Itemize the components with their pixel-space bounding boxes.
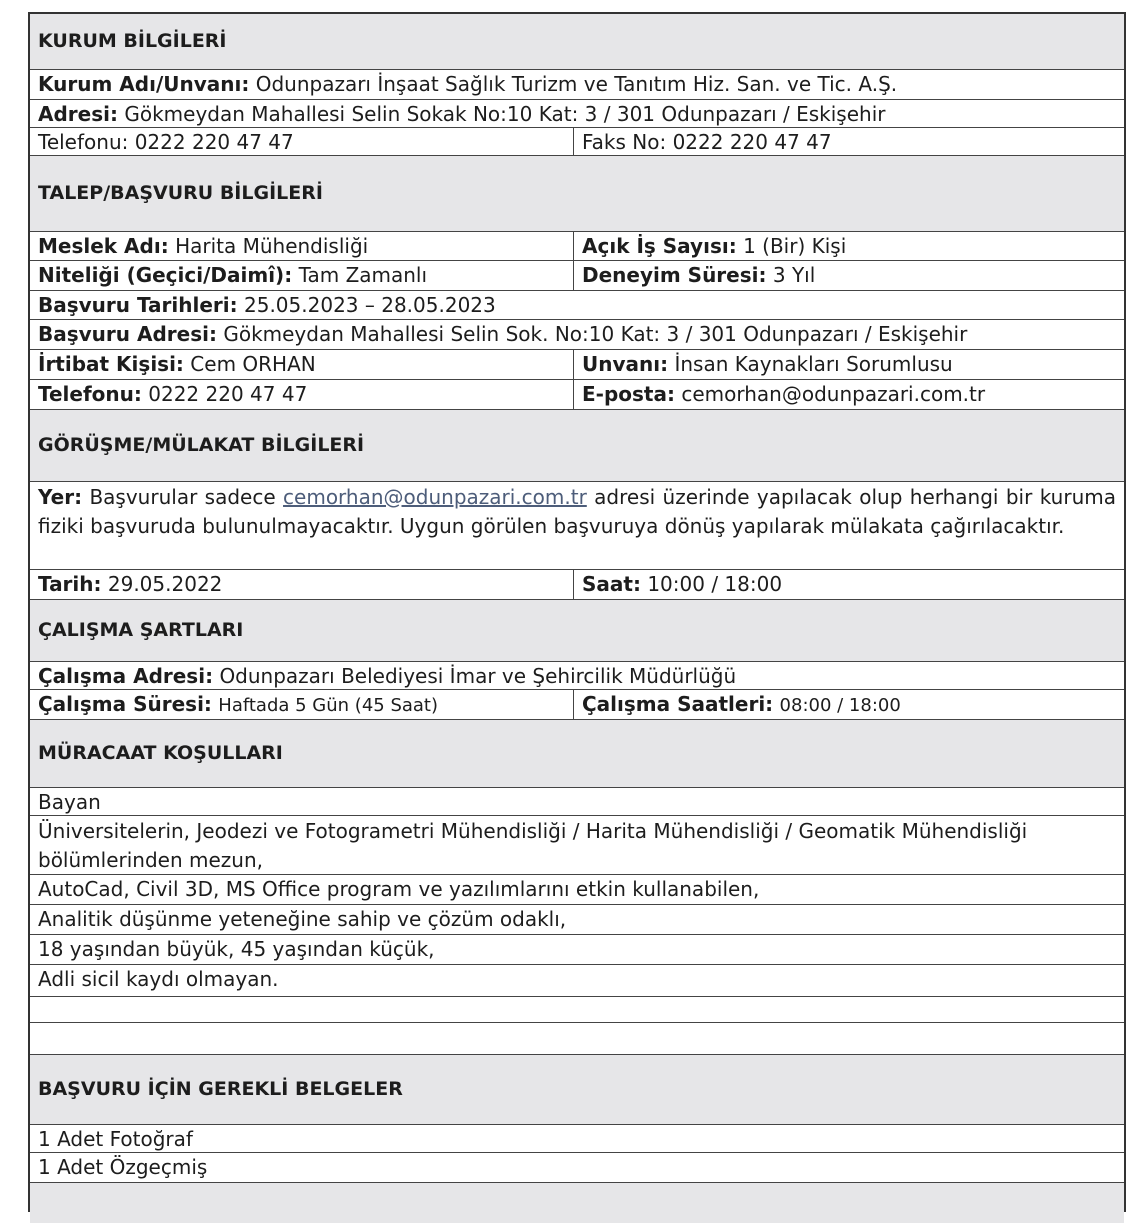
list-item: 18 yaşından büyük, 45 yaşından küçük, xyxy=(30,935,1124,965)
list-item: Üniversitelerin, Jeodezi ve Fotogrametri Mühendisliği / Harita Mühendisliği / Geomatik Mühendisliği bölümlerinden mezun, xyxy=(30,816,1124,875)
list-item: Bayan xyxy=(30,788,1124,816)
unvan-value: İnsan Kaynakları Sorumlusu xyxy=(674,352,953,376)
yer-email-link[interactable]: cemorhan@odunpazari.com.tr xyxy=(283,485,587,509)
talep-telefon-row xyxy=(30,380,1124,410)
talep-tarih-row xyxy=(30,291,1124,320)
gorusme-tarih-row xyxy=(30,570,1124,600)
gorusme-tarih-label: Tarih: xyxy=(38,572,102,596)
kurum-telefon: Telefonu: 0222 220 47 47 xyxy=(30,128,574,155)
calisma-sure-label: Çalışma Süresi: xyxy=(38,692,212,716)
kurum-faks: Faks No: 0222 220 47 47 xyxy=(582,130,832,154)
list-item: Analitik düşünme yeteneğine sahip ve çözüm odaklı, xyxy=(30,905,1124,935)
calisma-saat-value: 08:00 / 18:00 xyxy=(779,695,901,716)
kurum-adi-label: Kurum Adı/Unvanı: xyxy=(38,72,250,96)
calisma-adres-label: Çalışma Adresi: xyxy=(38,664,214,688)
kurum-adres-value: Gökmeydan Mahallesi Selin Sokak No:10 Kat: 3 / 301 Odunpazarı / Eskişehir xyxy=(124,102,886,126)
irtibat-label: İrtibat Kişisi: xyxy=(38,352,184,376)
nitelik-value: Tam Zamanlı xyxy=(298,263,428,287)
kurum-adres-row xyxy=(30,100,1124,128)
gorusme-saat-label: Saat: xyxy=(582,572,641,596)
acik-is-label: Açık İş Sayısı: xyxy=(582,234,737,258)
list-item: Adli sicil kaydı olmayan. xyxy=(30,965,1124,997)
meslek-label: Meslek Adı: xyxy=(38,234,169,258)
kurum-adi-value: Odunpazarı İnşaat Sağlık Turizm ve Tanıtım Hiz. San. ve Tic. A.Ş. xyxy=(255,72,898,96)
basvuru-adres-label: Başvuru Adresi: xyxy=(38,322,217,346)
unvan-label: Unvanı: xyxy=(582,352,669,376)
talep-telefon-label: Telefonu: xyxy=(38,382,142,406)
section-header-muracaat: MÜRACAAT KOŞULLARI xyxy=(30,720,1124,788)
kurum-adi-row xyxy=(30,70,1124,100)
deneyim-label: Deneyim Süresi: xyxy=(582,263,767,287)
talep-irtibat-row xyxy=(30,350,1124,380)
form-table xyxy=(28,12,1126,1212)
irtibat-value: Cem ORHAN xyxy=(190,352,316,376)
calisma-saat-label: Çalışma Saatleri: xyxy=(582,692,774,716)
section-header-talep: TALEP/BAŞVURU BİLGİLERİ xyxy=(30,156,1124,232)
eposta-value: cemorhan@odunpazari.com.tr xyxy=(681,382,986,406)
yer-text-2: adresi üzerinde yapılacak olup herhangi bir kuruma fiziki başvuruda bulunulmayacaktır. Uygun görülen başvuruya dönüş yapılarak mülakata çağırılacaktır. xyxy=(38,485,1116,538)
empty-row xyxy=(30,997,1124,1023)
eposta-label: E-posta: xyxy=(582,382,675,406)
section-header-next xyxy=(30,1183,1124,1223)
section-header-gorusme: GÖRÜŞME/MÜLAKAT BİLGİLERİ xyxy=(30,410,1124,482)
calisma-adres-value: Odunpazarı Belediyesi İmar ve Şehircilik Müdürlüğü xyxy=(219,664,737,688)
gorusme-yer-cell xyxy=(30,482,1124,570)
yer-label: Yer: xyxy=(38,485,83,509)
talep-meslek-row xyxy=(30,232,1124,261)
deneyim-value: 3 Yıl xyxy=(772,263,816,287)
acik-is-value: 1 (Bir) Kişi xyxy=(743,234,847,258)
kurum-adres-label: Adresi: xyxy=(38,102,118,126)
talep-adres-row xyxy=(30,320,1124,350)
section-header-kurum: KURUM BİLGİLERİ xyxy=(30,14,1124,70)
calisma-sure-value: Haftada 5 Gün (45 Saat) xyxy=(218,695,439,716)
kurum-telefon-row xyxy=(30,128,1124,156)
gorusme-saat-value: 10:00 / 18:00 xyxy=(647,572,783,596)
section-header-calisma: ÇALIŞMA ŞARTLARI xyxy=(30,600,1124,662)
list-item: 1 Adet Fotoğraf xyxy=(30,1125,1124,1153)
meslek-value: Harita Mühendisliği xyxy=(175,234,369,258)
nitelik-label: Niteliği (Geçici/Daimî): xyxy=(38,263,293,287)
basvuru-tarih-label: Başvuru Tarihleri: xyxy=(38,293,238,317)
basvuru-tarih-value: 25.05.2023 – 28.05.2023 xyxy=(244,293,496,317)
list-item: 1 Adet Özgeçmiş xyxy=(30,1153,1124,1183)
empty-row xyxy=(30,1023,1124,1055)
gorusme-tarih-value: 29.05.2022 xyxy=(107,572,223,596)
talep-telefon-value: 0222 220 47 47 xyxy=(148,382,308,406)
list-item: AutoCad, Civil 3D, MS Office program ve yazılımlarını etkin kullanabilen, xyxy=(30,875,1124,905)
calisma-sure-row xyxy=(30,690,1124,720)
basvuru-adres-value: Gökmeydan Mahallesi Selin Sok. No:10 Kat: 3 / 301 Odunpazarı / Eskişehir xyxy=(223,322,968,346)
section-header-belgeler: BAŞVURU İÇİN GEREKLİ BELGELER xyxy=(30,1055,1124,1125)
calisma-adres-row xyxy=(30,662,1124,690)
talep-nitelik-row xyxy=(30,261,1124,291)
yer-text-1: Başvurular sadece xyxy=(89,485,276,509)
